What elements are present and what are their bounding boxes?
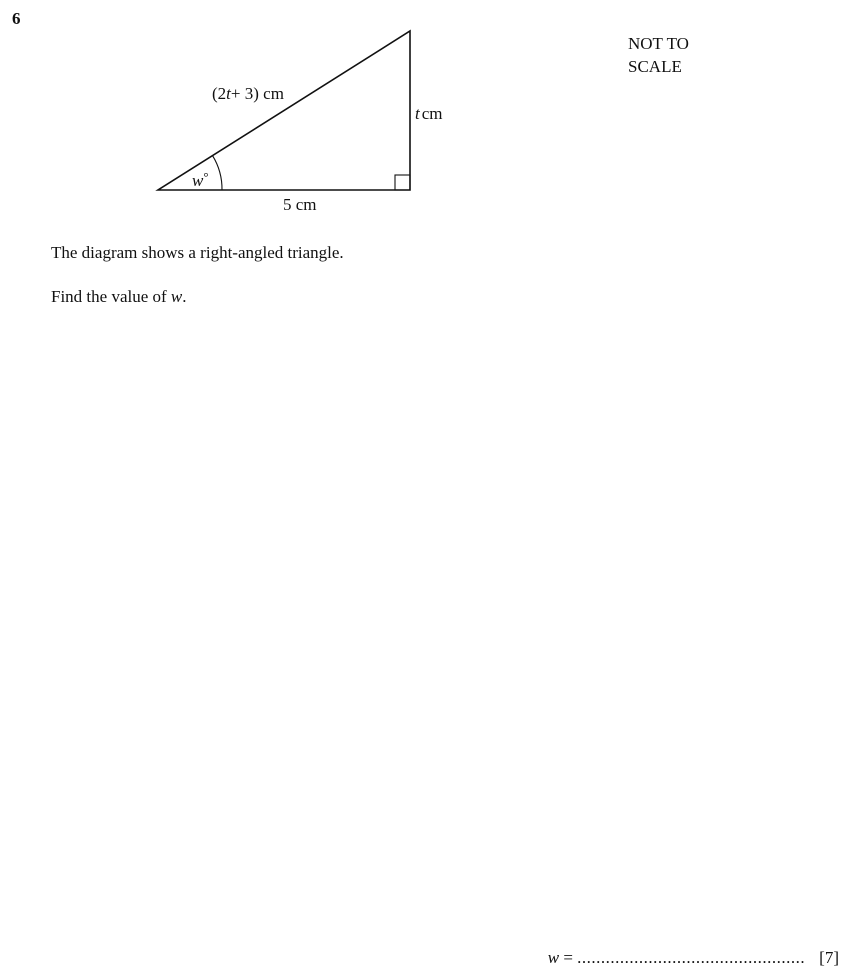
answer-equals: = [559,948,578,967]
instruction-variable: w [170,287,183,306]
answer-line [548,948,839,968]
not-to-scale-line-2: SCALE [628,57,682,76]
right-angled-triangle [158,31,410,190]
hypotenuse-label: (2t+ 3) cm [212,84,284,103]
question-stem: The diagram shows a right-angled triangle. [51,243,344,262]
not-to-scale-line-1: NOT TO [628,34,689,53]
question-instruction [51,287,187,307]
right-angle-marker [395,175,410,190]
vertical-side-label: t cm [415,104,443,123]
triangle-diagram [0,0,853,230]
answer-space[interactable]: ................................................ [577,948,806,967]
angle-arc [213,156,223,190]
answer-variable: w [547,948,560,967]
base-label: 5 cm [283,195,317,214]
angle-label: w° [192,169,209,190]
instruction-prefix: Find the value of [51,287,171,306]
not-to-scale-note [628,32,689,78]
marks-label: [7] [819,948,839,967]
instruction-suffix: . [182,287,187,306]
question-number: 6 [12,9,21,28]
